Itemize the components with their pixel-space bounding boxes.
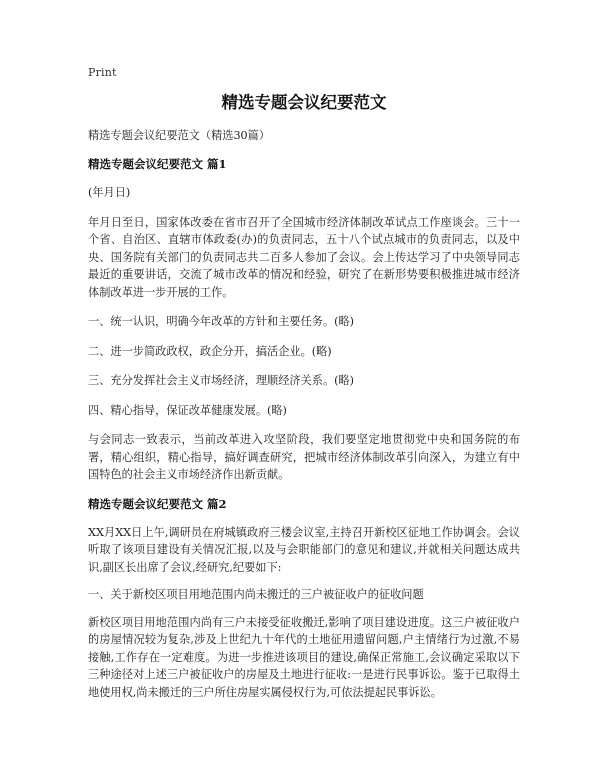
section-1-closing: 与会同志一致表示，当前改革进入攻坚阶段，我们要坚定地贯彻党中央和国务院的布署，精心组织，精心指导，搞好调查研究，把城市经济体制改革引向深入，为建立有中国特色的社会主义市场经济作出新贡献。: [88, 433, 520, 481]
print-label[interactable]: Print: [88, 66, 117, 79]
document-subtitle: 精选专题会议纪要范文（精选30篇）: [88, 129, 271, 142]
section-2-body: 新校区项目用地范围内尚有三户未接受征收搬迁,影响了项目建设进度。这三户被征收户的房屋情况较为复杂,涉及上世纪九十年代的土地征用遗留问题,户主情绪行为过激,不易接触,工作存在一定难度。为进一步推进该项目的建设,确保正常施工,会议确定采取以下三种途径对上述三户被征收户的房屋及土地进行征收:一是进行民事诉讼。鉴于已取得土地使用权,尚未搬迁的三户所住房屋实属侵权行为,可依法提起民事诉讼。: [88, 615, 520, 699]
section-1-point-3: 三、充分发挥社会主义市场经济，理顺经济关系。(略): [88, 374, 355, 387]
page-title: 精选专题会议纪要范文: [221, 93, 387, 112]
section-2-intro: XX月XX日上午,调研员在府城镇政府三楼会议室,主持召开新校区征地工作协调会。会议听取了该项目建设有关情况汇报,以及与会职能部门的意见和建议,并就相关问题达成共识,副区长出席了会议,经研究,纪要如下:: [88, 525, 520, 574]
section-1-heading: 精选专题会议纪要范文 篇1: [88, 157, 227, 171]
section-1-point-1: 一、统一认识，明确今年改革的方针和主要任务。(略): [88, 315, 355, 328]
section-2-heading: 精选专题会议纪要范文 篇2: [88, 496, 227, 511]
document-page: [88, 66, 520, 713]
section-1-intro: 年月日至日，国家体改委在省市召开了全国城市经济体制改革试点工作座谈会。三十一个省、自治区、直辖市体政委(办)的负责同志，五十八个试点城市的负责同志，以及中央、国务院有关部门的负责同志共二百多人参加了会议。会上传达学习了中央领导同志最近的重要讲话，交流了城市改革的情况和经验，研究了在新形势要积极推进城市经济体制改革进一步开展的工作。: [88, 215, 520, 299]
section-1-date: (年月日): [88, 186, 131, 199]
section-2-point-1: 一、关于新校区项目用地范围内尚未搬迁的三户被征收户的征收问题: [88, 588, 424, 601]
section-1-point-4: 四、精心指导，保证改革健康发展。(略): [88, 403, 287, 417]
section-1-point-2: 二、进一步简政政权，政企分开，搞活企业。(略): [88, 344, 332, 358]
